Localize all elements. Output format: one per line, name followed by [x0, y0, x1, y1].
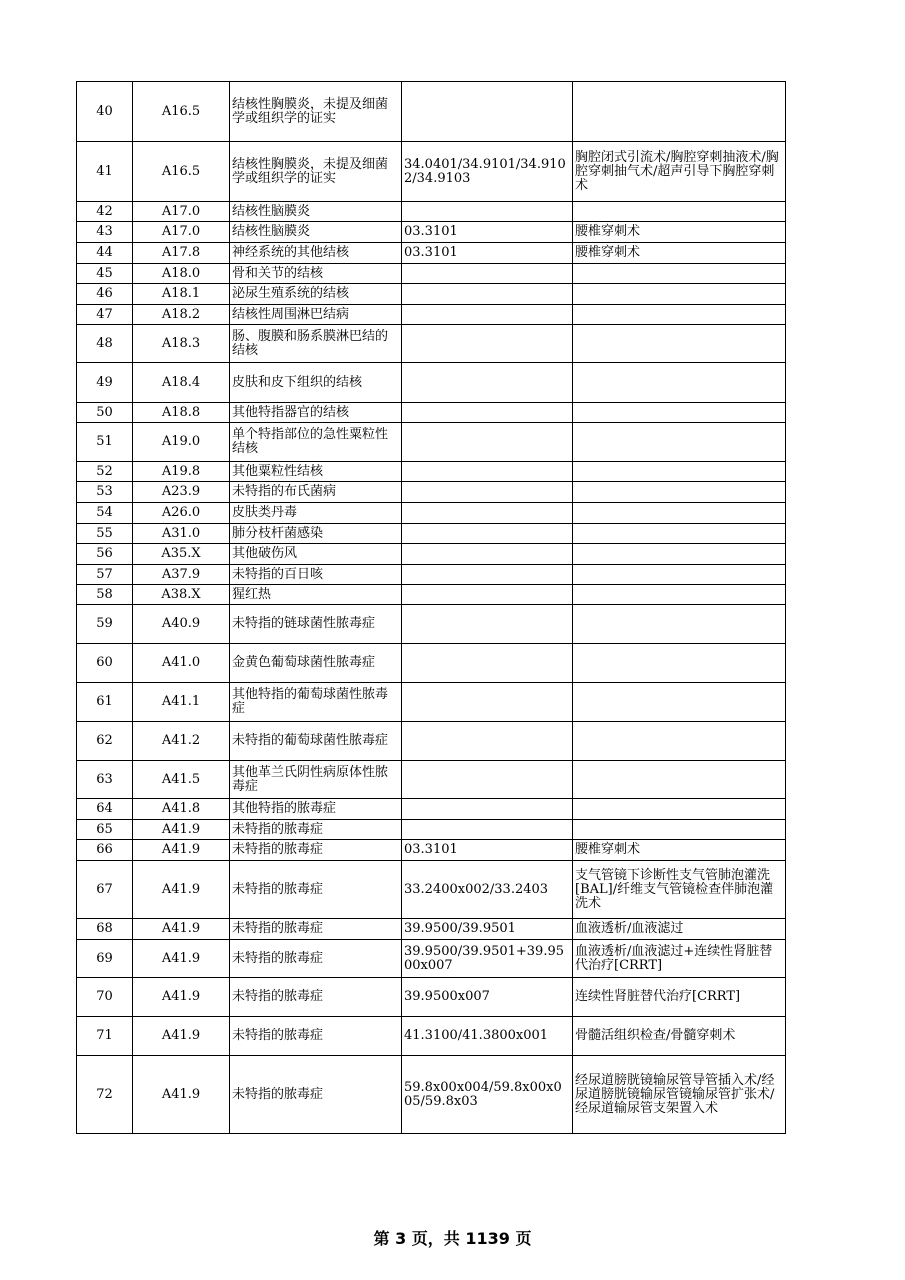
diagnosis-name: 未特指的脓毒症	[230, 940, 402, 978]
procedure-name	[573, 325, 786, 363]
table-row	[77, 978, 786, 1017]
procedure-name	[573, 820, 786, 840]
row-number: 60	[77, 644, 133, 683]
procedure-code: 03.3101	[402, 222, 573, 243]
icd-code: A17.0	[133, 222, 230, 243]
row-number: 66	[77, 840, 133, 861]
table-row	[77, 861, 786, 919]
row-number: 44	[77, 243, 133, 264]
row-number: 40	[77, 82, 133, 142]
row-number: 62	[77, 722, 133, 761]
procedure-code	[402, 820, 573, 840]
procedure-code	[402, 761, 573, 799]
row-number: 52	[77, 462, 133, 482]
procedure-code	[402, 799, 573, 820]
table-row	[77, 524, 786, 544]
row-number: 72	[77, 1056, 133, 1134]
row-number: 43	[77, 222, 133, 243]
table-row	[77, 565, 786, 585]
row-number: 42	[77, 202, 133, 222]
procedure-code	[402, 524, 573, 544]
diagnosis-name: 其他粟粒性结核	[230, 462, 402, 482]
diagnosis-name: 结核性脑膜炎	[230, 222, 402, 243]
icd-code: A41.9	[133, 1017, 230, 1056]
table-row	[77, 683, 786, 722]
table-row	[77, 284, 786, 305]
table-row	[77, 325, 786, 363]
table-row	[77, 503, 786, 524]
icd-code: A18.4	[133, 363, 230, 403]
procedure-name	[573, 482, 786, 503]
row-number: 64	[77, 799, 133, 820]
row-number: 48	[77, 325, 133, 363]
procedure-code	[402, 722, 573, 761]
diagnosis-name: 单个特指部位的急性粟粒性结核	[230, 423, 402, 462]
table-row	[77, 142, 786, 202]
diagnosis-name: 未特指的百日咳	[230, 565, 402, 585]
diagnosis-name: 皮肤和皮下组织的结核	[230, 363, 402, 403]
procedure-name	[573, 524, 786, 544]
icd-code: A18.8	[133, 403, 230, 423]
procedure-name	[573, 202, 786, 222]
table-row	[77, 1056, 786, 1134]
procedure-name: 经尿道膀胱镜输尿管导管插入术/经尿道膀胱镜输尿管镜输尿管扩张术/经尿道输尿管支架置入术	[573, 1056, 786, 1134]
procedure-name	[573, 264, 786, 284]
procedure-name	[573, 423, 786, 462]
table-row	[77, 222, 786, 243]
table-row	[77, 605, 786, 644]
procedure-table	[76, 81, 786, 1134]
procedure-code: 39.9500/39.9501+39.9500x007	[402, 940, 573, 978]
procedure-name	[573, 305, 786, 325]
icd-code: A41.9	[133, 1056, 230, 1134]
table-row	[77, 82, 786, 142]
icd-code: A41.2	[133, 722, 230, 761]
procedure-code	[402, 305, 573, 325]
icd-code: A41.8	[133, 799, 230, 820]
procedure-code	[402, 202, 573, 222]
diagnosis-name: 未特指的脓毒症	[230, 1017, 402, 1056]
row-number: 56	[77, 544, 133, 565]
table-row	[77, 423, 786, 462]
procedure-name	[573, 363, 786, 403]
procedure-code	[402, 644, 573, 683]
icd-code: A35.X	[133, 544, 230, 565]
row-number: 47	[77, 305, 133, 325]
diagnosis-name: 金黄色葡萄球菌性脓毒症	[230, 644, 402, 683]
icd-code: A16.5	[133, 142, 230, 202]
procedure-code	[402, 284, 573, 305]
procedure-code	[402, 325, 573, 363]
icd-code: A19.0	[133, 423, 230, 462]
procedure-code: 03.3101	[402, 243, 573, 264]
procedure-code	[402, 363, 573, 403]
icd-code: A19.8	[133, 462, 230, 482]
diagnosis-name: 结核性周围淋巴结病	[230, 305, 402, 325]
procedure-name	[573, 82, 786, 142]
diagnosis-name: 骨和关节的结核	[230, 264, 402, 284]
procedure-name: 连续性肾脏替代治疗[CRRT]	[573, 978, 786, 1017]
diagnosis-name: 结核性脑膜炎	[230, 202, 402, 222]
table-row	[77, 482, 786, 503]
diagnosis-name: 未特指的脓毒症	[230, 840, 402, 861]
row-number: 46	[77, 284, 133, 305]
table-row	[77, 840, 786, 861]
table-row	[77, 644, 786, 683]
procedure-code	[402, 82, 573, 142]
icd-code: A41.9	[133, 940, 230, 978]
procedure-name	[573, 503, 786, 524]
icd-code: A16.5	[133, 82, 230, 142]
row-number: 50	[77, 403, 133, 423]
procedure-code: 34.0401/34.9101/34.9102/34.9103	[402, 142, 573, 202]
row-number: 69	[77, 940, 133, 978]
diagnosis-name: 未特指的脓毒症	[230, 1056, 402, 1134]
diagnosis-name: 肠、腹膜和肠系膜淋巴结的结核	[230, 325, 402, 363]
diagnosis-name: 其他破伤风	[230, 544, 402, 565]
row-number: 58	[77, 585, 133, 605]
diagnosis-name: 未特指的脓毒症	[230, 919, 402, 940]
table-row	[77, 544, 786, 565]
table-row	[77, 722, 786, 761]
row-number: 67	[77, 861, 133, 919]
icd-code: A41.5	[133, 761, 230, 799]
icd-code: A37.9	[133, 565, 230, 585]
icd-code: A41.9	[133, 840, 230, 861]
diagnosis-name: 其他革兰氏阴性病原体性脓毒症	[230, 761, 402, 799]
diagnosis-name: 未特指的脓毒症	[230, 978, 402, 1017]
procedure-name: 支气管镜下诊断性支气管肺泡灌洗[BAL]/纤维支气管镜检查伴肺泡灌洗术	[573, 861, 786, 919]
row-number: 65	[77, 820, 133, 840]
procedure-name: 腰椎穿刺术	[573, 222, 786, 243]
icd-code: A41.9	[133, 820, 230, 840]
procedure-code: 39.9500x007	[402, 978, 573, 1017]
diagnosis-name: 未特指的布氏菌病	[230, 482, 402, 503]
diagnosis-name: 泌尿生殖系统的结核	[230, 284, 402, 305]
table-row	[77, 799, 786, 820]
procedure-name	[573, 605, 786, 644]
procedure-code	[402, 683, 573, 722]
diagnosis-name: 其他特指的葡萄球菌性脓毒症	[230, 683, 402, 722]
procedure-name	[573, 565, 786, 585]
row-number: 59	[77, 605, 133, 644]
procedure-code	[402, 565, 573, 585]
procedure-code	[402, 264, 573, 284]
procedure-code	[402, 544, 573, 565]
diagnosis-name: 皮肤类丹毒	[230, 503, 402, 524]
procedure-name: 腰椎穿刺术	[573, 243, 786, 264]
icd-code: A23.9	[133, 482, 230, 503]
row-number: 68	[77, 919, 133, 940]
icd-code: A41.0	[133, 644, 230, 683]
procedure-name: 血液透析/血液滤过+连续性肾脏替代治疗[CRRT]	[573, 940, 786, 978]
diagnosis-name: 未特指的脓毒症	[230, 820, 402, 840]
procedure-name	[573, 403, 786, 423]
procedure-name	[573, 799, 786, 820]
table-body	[77, 82, 786, 1134]
icd-code: A38.X	[133, 585, 230, 605]
procedure-name	[573, 644, 786, 683]
table-row	[77, 585, 786, 605]
diagnosis-name: 未特指的葡萄球菌性脓毒症	[230, 722, 402, 761]
procedure-name	[573, 544, 786, 565]
procedure-code	[402, 423, 573, 462]
table-row	[77, 403, 786, 423]
diagnosis-name: 猩红热	[230, 585, 402, 605]
page-footer: 第 3 页，共 1139 页	[373, 1229, 532, 1248]
icd-code: A17.8	[133, 243, 230, 264]
procedure-name	[573, 722, 786, 761]
row-number: 71	[77, 1017, 133, 1056]
diagnosis-name: 其他特指器官的结核	[230, 403, 402, 423]
procedure-code	[402, 503, 573, 524]
procedure-name	[573, 462, 786, 482]
diagnosis-name: 其他特指的脓毒症	[230, 799, 402, 820]
table-row	[77, 820, 786, 840]
procedure-code	[402, 605, 573, 644]
procedure-code	[402, 585, 573, 605]
procedure-name: 血液透析/血液滤过	[573, 919, 786, 940]
icd-code: A41.9	[133, 861, 230, 919]
row-number: 61	[77, 683, 133, 722]
icd-code: A18.0	[133, 264, 230, 284]
procedure-code	[402, 403, 573, 423]
icd-code: A41.9	[133, 919, 230, 940]
procedure-code: 41.3100/41.3800x001	[402, 1017, 573, 1056]
procedure-code	[402, 462, 573, 482]
diagnosis-name: 结核性胸膜炎，未提及细菌学或组织学的证实	[230, 142, 402, 202]
table-row	[77, 919, 786, 940]
row-number: 54	[77, 503, 133, 524]
icd-code: A18.3	[133, 325, 230, 363]
table-row	[77, 243, 786, 264]
row-number: 55	[77, 524, 133, 544]
table-row	[77, 305, 786, 325]
row-number: 57	[77, 565, 133, 585]
row-number: 41	[77, 142, 133, 202]
icd-code: A41.1	[133, 683, 230, 722]
row-number: 45	[77, 264, 133, 284]
procedure-code: 03.3101	[402, 840, 573, 861]
procedure-name	[573, 284, 786, 305]
procedure-name	[573, 585, 786, 605]
table-row	[77, 462, 786, 482]
row-number: 53	[77, 482, 133, 503]
procedure-code: 39.9500/39.9501	[402, 919, 573, 940]
diagnosis-name: 结核性胸膜炎，未提及细菌学或组织学的证实	[230, 82, 402, 142]
procedure-code	[402, 482, 573, 503]
table-row	[77, 363, 786, 403]
icd-code: A31.0	[133, 524, 230, 544]
procedure-code: 59.8x00x004/59.8x00x005/59.8x03	[402, 1056, 573, 1134]
row-number: 51	[77, 423, 133, 462]
icd-code: A18.1	[133, 284, 230, 305]
icd-code: A17.0	[133, 202, 230, 222]
procedure-name: 腰椎穿刺术	[573, 840, 786, 861]
table-row	[77, 761, 786, 799]
procedure-name: 骨髓活组织检查/骨髓穿刺术	[573, 1017, 786, 1056]
procedure-name: 胸腔闭式引流术/胸腔穿刺抽液术/胸腔穿刺抽气术/超声引导下胸腔穿刺术	[573, 142, 786, 202]
procedure-name	[573, 761, 786, 799]
icd-code: A41.9	[133, 978, 230, 1017]
icd-code: A18.2	[133, 305, 230, 325]
diagnosis-name: 神经系统的其他结核	[230, 243, 402, 264]
table-row	[77, 202, 786, 222]
table-row	[77, 1017, 786, 1056]
diagnosis-name: 未特指的链球菌性脓毒症	[230, 605, 402, 644]
row-number: 49	[77, 363, 133, 403]
icd-code: A26.0	[133, 503, 230, 524]
row-number: 63	[77, 761, 133, 799]
diagnosis-name: 未特指的脓毒症	[230, 861, 402, 919]
diagnosis-name: 肺分枝杆菌感染	[230, 524, 402, 544]
icd-code: A40.9	[133, 605, 230, 644]
procedure-name	[573, 683, 786, 722]
row-number: 70	[77, 978, 133, 1017]
table-row	[77, 264, 786, 284]
procedure-code: 33.2400x002/33.2403	[402, 861, 573, 919]
table-row	[77, 940, 786, 978]
